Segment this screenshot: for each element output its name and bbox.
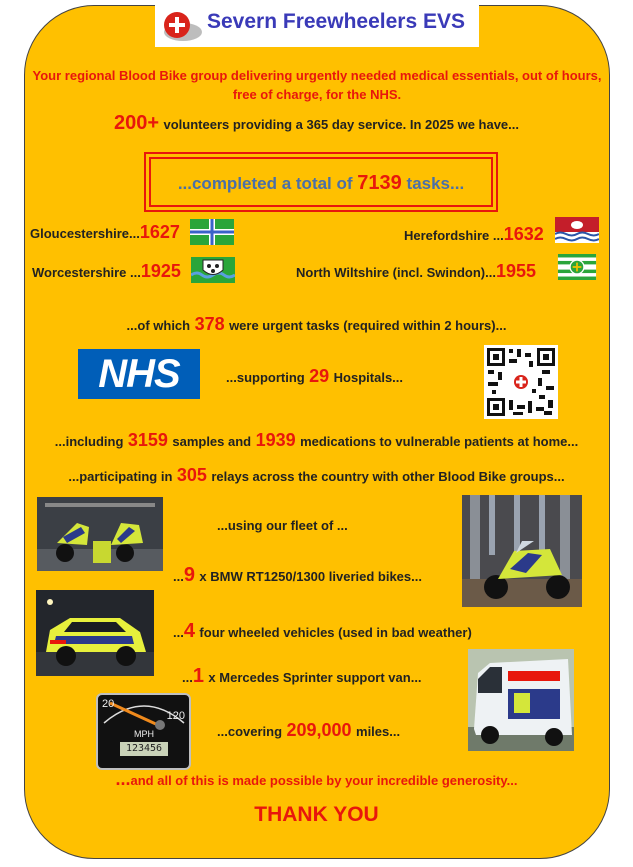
generosity-line [0,769,633,790]
odometer-reading: 123456 [120,742,168,756]
region-value: 1627 [139,222,180,242]
region-gloucestershire [30,222,180,243]
thank-you: THANK YOU [254,803,379,826]
region-name: North Wiltshire (incl. Swindon)... [296,265,496,280]
car-photo [36,590,154,676]
nhs-logo-text: NHS [98,352,180,396]
van-value: 1 [192,665,204,687]
bikes-prefix: ... [173,569,184,584]
bikes-suffix: x BMW RT1250/1300 liveried bikes... [199,569,422,584]
speedometer-photo [96,693,191,770]
region-name: Herefordshire ... [404,228,504,243]
region-value: 1632 [503,224,544,244]
page-title: Severn Freewheelers EVS [207,10,465,33]
gauge-high-label: 120 [166,710,185,722]
van-photo [468,649,574,751]
tasks-box-inner [149,157,493,207]
miles-prefix: ...covering [217,724,283,739]
tasks-box [144,152,498,212]
urgent-suffix: were urgent tasks (required within 2 hours)... [229,318,507,333]
tasks-suffix: tasks... [406,174,465,193]
tasks-total [151,159,491,208]
gauge-unit: MPH [134,729,154,739]
fleet-intro-text: ...using our fleet of ... [217,518,348,533]
medications-value: 1939 [255,430,296,450]
miles-suffix: miles... [356,724,401,739]
relays-prefix: ...participating in [68,469,173,484]
hospitals-suffix: Hospitals... [333,370,404,385]
region-herefordshire [404,224,544,245]
bike-cathedral-photo [462,495,582,607]
samples-prefix: ...including [54,434,124,449]
van-suffix: x Mercedes Sprinter support van... [208,670,422,685]
gauge-low-label: 20 [102,698,115,710]
tagline: Your regional Blood Bike group delivering urgently needed medical essentials, out of hours, free of charge, for the NHS. [32,68,602,102]
cars-value: 4 [183,620,195,642]
samples-line [0,430,633,451]
qr-code-icon[interactable] [484,345,558,419]
urgent-prefix: ...of which [126,318,191,333]
miles-value: 209,000 [286,720,352,740]
relays-line [0,465,633,486]
van-line [182,665,422,688]
nhs-logo [78,349,200,399]
region-name: Worcestershire ... [32,265,141,280]
blood-bike-logo-icon [159,8,203,44]
hospitals-value: 29 [309,366,330,386]
bikes-garage-photo [37,497,163,571]
wiltshire-flag-icon [555,254,599,280]
tasks-value: 7139 [357,172,402,194]
region-worcestershire [32,261,181,282]
urgent-line [0,314,633,335]
medications-suffix: medications to vulnerable patients at home... [300,434,579,449]
volunteers-text: volunteers providing a 365 day service. In 2025 we have... [163,117,520,132]
samples-middle: samples and [172,434,252,449]
volunteer-count: 200+ [113,112,160,134]
hospitals-line [226,366,403,387]
region-value: 1925 [140,261,181,281]
bikes-line [173,564,422,587]
miles-line [217,720,400,741]
generosity-text: and all of this is made possible by your incredible generosity... [130,773,518,788]
generosity-dots: ... [115,769,131,789]
worcestershire-flag-icon [191,257,235,283]
relays-value: 305 [176,465,207,485]
header [155,3,479,47]
tasks-prefix: ...completed a total of [177,174,353,193]
van-prefix: ... [182,670,193,685]
hospitals-prefix: ...supporting [226,370,305,385]
region-value: 1955 [495,261,536,281]
volunteers-line [0,112,633,135]
cars-suffix: four wheeled vehicles (used in bad weather) [199,625,472,640]
fleet-intro [217,517,348,535]
region-north-wiltshire [296,261,536,282]
region-name: Gloucestershire... [30,226,140,241]
gloucestershire-flag-icon [190,219,234,245]
relays-suffix: relays across the country with other Blood Bike groups... [211,469,565,484]
urgent-value: 378 [194,314,225,334]
cars-line [173,620,472,643]
cars-prefix: ... [173,625,184,640]
bikes-value: 9 [183,564,195,586]
samples-value: 3159 [127,430,168,450]
herefordshire-flag-icon [555,217,599,243]
